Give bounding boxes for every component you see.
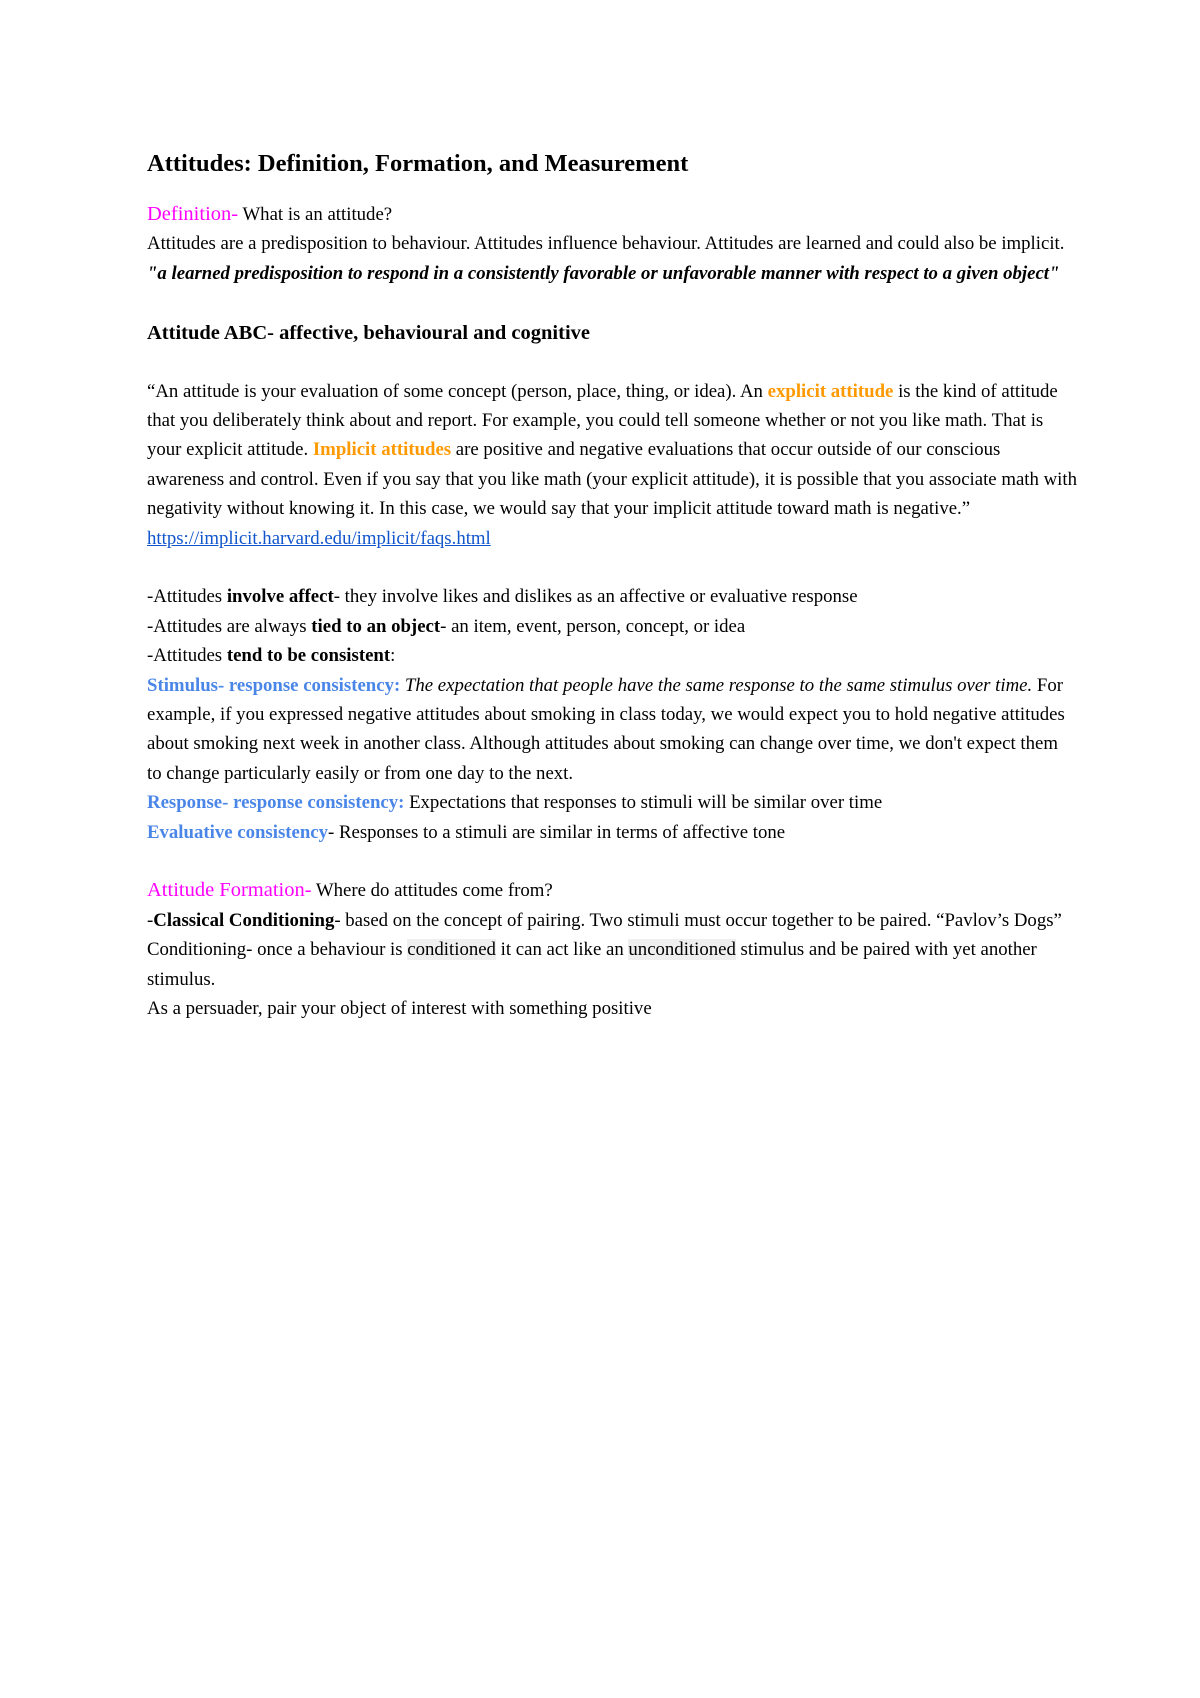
definition-quote: "a learned predisposition to respond in a consistently favorable or unfavorable manner with respect to a given object": [147, 262, 1060, 284]
definition-heading: Definition-: [147, 203, 239, 225]
explicit-attitude-term: explicit attitude: [767, 380, 894, 402]
explicit-implicit-paragraph: [147, 377, 1077, 553]
property-tied-to-object: -Attitudes are always tied to an object- an item, event, person, concept, or idea: [147, 615, 746, 637]
response-response-text: Expectations that responses to stimuli will be similar over time: [404, 792, 883, 814]
property-involve-affect: -Attitudes involve affect- they involve likes and dislikes as an affective or evaluative response: [147, 586, 858, 608]
definition-body: Attitudes are a predisposition to behaviour. Attitudes influence behaviour. Attitudes are learned and could also be implicit.: [147, 233, 1065, 255]
explicit-text-3: are positive and negative evaluations that occur outside of our conscious awareness and control. Even if you say that you like math (your explicit attitude), it is possible that you associate math with negativity without knowing it. In this case, we would say that your implicit attitude toward math is negative.”: [147, 439, 1077, 520]
explicit-text-2: is the kind of attitude that you deliberately think about and report. For example, you could tell someone whether or not you like math. That is your explicit attitude.: [147, 380, 1058, 461]
evaluative-consistency-text: - Responses to a stimuli are similar in terms of affective tone: [328, 821, 786, 843]
definition-question: What is an attitude?: [238, 204, 393, 225]
conditioning-item: Conditioning- once a behaviour is conditioned it can act like an unconditioned stimulus and be paired with yet another stimulus.: [147, 939, 1037, 990]
document-body: [147, 148, 1077, 1024]
stimulus-response-example: For example, if you expressed negative attitudes about smoking in class today, we would expect you to hold negative attitudes about smoking next week in another class. Although attitudes about smoking can change over time, we don't expect them to change particularly easily or from one day to the next.: [147, 674, 1065, 784]
stimulus-response-definition: The expectation that people have the same response to the same stimulus over time.: [400, 674, 1033, 696]
persuader-tip: As a persuader, pair your object of interest with something positive: [147, 998, 652, 1020]
classical-conditioning-item: -Classical Conditioning- based on the concept of pairing. Two stimuli must occur together to be paired. “Pavlov’s Dogs”: [147, 909, 1062, 931]
formation-question: Where do attitudes come from?: [311, 880, 553, 902]
stimulus-response-label: Stimulus- response consistency:: [147, 674, 401, 696]
formation-heading: Attitude Formation-: [147, 879, 312, 902]
property-consistent: -Attitudes tend to be consistent:: [147, 645, 396, 667]
harvard-faq-link[interactable]: https://implicit.harvard.edu/implicit/faqs.html: [147, 527, 491, 549]
response-response-label: Response- response consistency:: [147, 792, 405, 814]
formation-section: [147, 876, 1077, 1023]
evaluative-consistency-label: Evaluative consistency: [147, 821, 329, 843]
abc-heading: Attitude ABC- affective, behavioural and cognitive: [147, 321, 590, 344]
attitude-properties-list: [147, 582, 1077, 847]
implicit-attitudes-term: Implicit attitudes: [312, 439, 452, 461]
explicit-text-1: “An attitude is your evaluation of some concept (person, place, thing, or idea). An: [147, 380, 768, 402]
definition-paragraph: [147, 200, 1077, 288]
page-title: Attitudes: Definition, Formation, and Measurement: [147, 150, 689, 177]
